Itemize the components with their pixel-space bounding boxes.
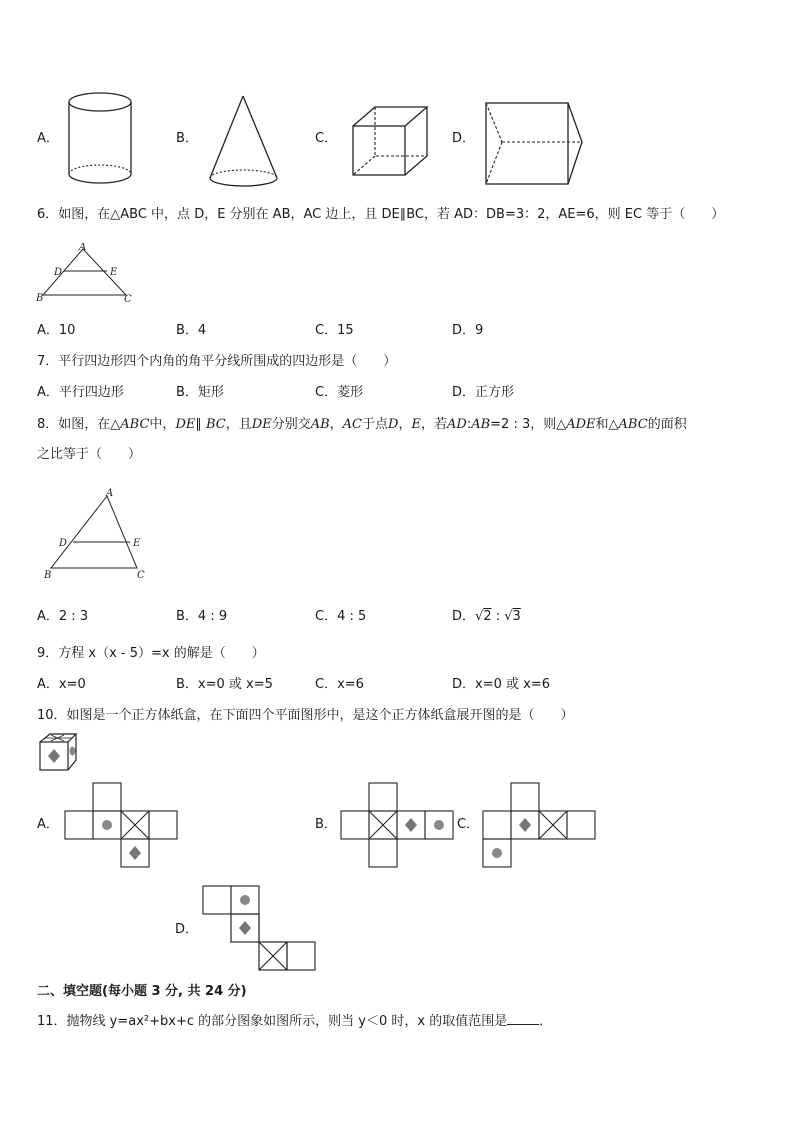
cylinder-figure — [66, 90, 136, 190]
q8-label-a: A — [106, 488, 114, 499]
q9-option-d: D．x=0 或 x=6 — [452, 677, 550, 692]
q7-option-a: A．平行四边形 — [37, 385, 124, 400]
q10-option-d-letter: D． — [175, 922, 199, 937]
q8-option-c: C．4 : 5 — [315, 609, 367, 624]
q8-label-d: D — [59, 538, 68, 549]
q6-label-e: E — [110, 267, 118, 278]
q10-option-d-net — [202, 885, 316, 971]
q6-option-c: C．15 — [315, 323, 354, 338]
answer-blank[interactable] — [507, 1012, 539, 1025]
q10-option-b-letter: B． — [315, 817, 337, 832]
q9-option-a: A．x=0 — [37, 677, 86, 692]
q7-option-d: D．正方形 — [452, 385, 515, 400]
q6-triangle-figure — [36, 243, 136, 305]
q6-label-b: B — [36, 293, 44, 304]
q10-option-a-letter: A． — [37, 817, 59, 832]
sqrt-symbol: √ — [475, 609, 484, 624]
sqrt-symbol: √ — [504, 609, 513, 624]
q6-stem: 6．如图，在△ABC 中，点 D，E 分别在 AB，AC 边上，且 DE∥BC，若 AD：DB=3：2，AE=6，则 EC 等于（ ） — [37, 207, 725, 222]
q8-stem: 8．如图，在△ABC中，DE∥ BC，且DE分别交AB，AC于点D，E，若AD:AB=2 : 3，则△ADE和△ABC的面积 — [37, 417, 687, 432]
q10-option-b-net — [340, 782, 454, 868]
q8-label-b: B — [44, 570, 52, 581]
q6-option-d: D．9 — [452, 323, 484, 338]
q5-option-a-letter: A． — [37, 131, 59, 146]
q9-option-c: C．x=6 — [315, 677, 364, 692]
cone-figure — [205, 92, 285, 190]
q7-option-b: B．矩形 — [176, 385, 224, 400]
q10-cube-box-figure — [38, 732, 80, 772]
q8-label-c: C — [137, 570, 145, 581]
q9-option-b: B．x=0 或 x=5 — [176, 677, 273, 692]
q11-stem: 11．抛物线 y=ax²+bx+c 的部分图象如图所示，则当 y＜0 时，x 的取值范围是 ． — [37, 1014, 553, 1029]
q5-option-d-letter: D． — [452, 131, 476, 146]
q8-option-d: D．√2 : √3 — [452, 609, 521, 624]
cube-figure — [350, 104, 432, 178]
q6-label-d: D — [54, 267, 63, 278]
q8-label-e: E — [133, 538, 141, 549]
q6-option-b: B．4 — [176, 323, 207, 338]
q7-stem: 7．平行四边形四个内角的角平分线所围成的四边形是（ ） — [37, 354, 397, 369]
q10-stem: 10．如图是一个正方体纸盒，在下面四个平面图形中，是这个正方体纸盒展开图的是（ ） — [37, 708, 574, 723]
q10-option-a-net — [64, 782, 178, 868]
q6-option-a: A．10 — [37, 323, 76, 338]
q9-stem: 9．方程 x（x - 5）=x 的解是（ ） — [37, 646, 265, 661]
q5-option-c-letter: C． — [315, 131, 338, 146]
q7-option-c: C．菱形 — [315, 385, 364, 400]
triangular-prism-figure — [482, 100, 586, 188]
q10-option-c-net — [482, 782, 596, 868]
q8-triangle-figure — [40, 484, 155, 584]
q6-label-c: C — [124, 294, 132, 305]
q10-option-c-letter: C． — [457, 817, 480, 832]
section2-heading: 二、填空题(每小题 3 分, 共 24 分) — [37, 984, 247, 999]
q8-stem-line2: 之比等于（ ） — [37, 447, 142, 462]
q8-option-a: A．2 : 3 — [37, 609, 89, 624]
q6-label-a: A — [79, 243, 87, 253]
q8-option-b: B．4 : 9 — [176, 609, 228, 624]
q5-option-b-letter: B． — [176, 131, 198, 146]
